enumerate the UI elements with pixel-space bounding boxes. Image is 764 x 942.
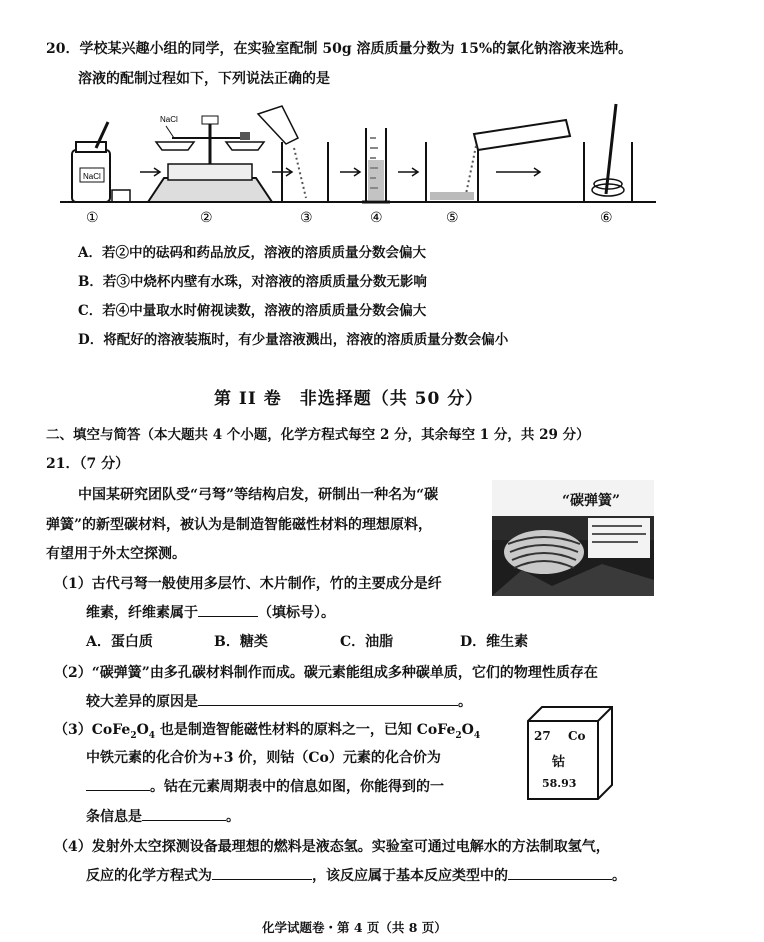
q21-sub1-line2 xyxy=(86,602,335,622)
q21-intro-line1: 中国某研究团队受“弓弩”等结构启发，研制出一种名为“碳 xyxy=(78,487,439,503)
carbon-spring-photo xyxy=(492,480,654,596)
q20-lab-figure xyxy=(60,98,660,228)
step-label-1: ① xyxy=(86,210,99,226)
q20-stem-line1: 20．学校某兴趣小组的同学，在实验室配制 50g 溶质质量分数为 15%的氯化钠溶液来选种。 xyxy=(46,41,633,57)
reagent-jar-figure xyxy=(72,122,130,202)
step-label-2: ② xyxy=(200,210,213,226)
beaker-with-paper-figure xyxy=(258,106,328,202)
q21-sub4-line2-mid: ，该反应属于基本反应类型中的 xyxy=(312,868,508,884)
formula-subscript: 4 xyxy=(473,730,481,741)
q20-option-a: A．若②中的砝码和药品放反，溶液的溶质质量分数会偏大 xyxy=(78,245,426,261)
q21-sub4-equation-blank[interactable] xyxy=(212,865,312,880)
section-title: 第 II 卷 非选择题（共 50 分） xyxy=(214,389,484,409)
q20-option-b: B．若③中烧杯内壁有水珠，对溶液的溶质质量分数无影响 xyxy=(78,274,427,290)
q21-sub1-line2-end: （填标号）。 xyxy=(258,605,335,621)
q21-sub3-line2: 中铁元素的化合价为+3 价，则钴（Co）元素的化合价为 xyxy=(86,750,441,766)
arrow-icon xyxy=(340,168,360,176)
element-number: 27 xyxy=(534,729,551,743)
q21-sub2-line1: （2）“碳弹簧”由多孔碳材料制作而成。碳元素能组成多种碳单质，它们的物理性质存在 xyxy=(54,665,598,681)
step-label-4: ④ xyxy=(370,210,383,226)
formula-part: 也是制造智能磁性材料的原料之一，已知 CoFe xyxy=(155,722,456,738)
q21-sub3-line3 xyxy=(86,776,444,796)
step-label-5: ⑤ xyxy=(446,210,459,226)
element-cell-cobalt xyxy=(524,705,614,801)
q21-sub3-line4-end: 。 xyxy=(226,809,240,825)
formula-part: O xyxy=(461,722,474,738)
q21-sub2-line2-end: 。 xyxy=(458,694,472,710)
formula-part: （3）CoFe xyxy=(54,722,131,738)
spring-illustration xyxy=(492,500,654,596)
q21-sub4-line2-end: 。 xyxy=(612,868,626,884)
q20-stem-line2: 溶液的配制过程如下，下列说法正确的是 xyxy=(78,71,330,87)
q21-number: 21．（7 分） xyxy=(46,456,130,472)
formula-part: O xyxy=(136,722,149,738)
element-name: 钴 xyxy=(552,755,566,770)
q21-sub1-option-a: A．蛋白质 xyxy=(86,634,153,650)
q21-sub2-line2-text: 较大差异的原因是 xyxy=(86,694,198,710)
stirring-beaker-figure xyxy=(584,104,632,202)
part-title: 二、填空与简答（本大题共 4 个小题，化学方程式每空 2 分，其余每空 1 分，共 29 分） xyxy=(46,427,590,443)
q21-sub4-line1: （4）发射外太空探测设备最理想的燃料是液态氢。实验室可通过电解水的方法制取氢气， xyxy=(54,839,610,855)
formula-subscript: 2 xyxy=(455,730,462,741)
q21-sub3-line1 xyxy=(54,719,480,741)
q21-intro-line3: 有望用于外太空探测。 xyxy=(46,546,186,562)
page-footer: 化学试题卷・第 4 页（共 8 页） xyxy=(262,920,447,935)
q21-sub4-line2 xyxy=(86,865,626,885)
formula-subscript: 2 xyxy=(130,730,137,741)
element-symbol: Co xyxy=(568,729,586,743)
element-mass: 58.93 xyxy=(542,777,577,790)
balance-label: NaCl xyxy=(160,115,178,124)
q21-sub1-option-d: D．维生素 xyxy=(460,634,529,650)
q21-sub1-line2-text: 维素，纤维素属于 xyxy=(86,605,198,621)
q21-sub3-line4 xyxy=(86,806,240,826)
arrow-icon xyxy=(140,168,160,176)
q21-sub1-option-c: C．油脂 xyxy=(340,634,394,650)
balance-figure xyxy=(148,115,272,202)
arrow-icon xyxy=(496,168,540,176)
q21-sub3-line3-text: 。钴在元素周期表中的信息如图，你能得到的一 xyxy=(150,779,444,795)
q21-intro-line2: 弹簧”的新型碳材料，被认为是制造智能磁性材料的理想原料， xyxy=(46,517,433,533)
step-label-3: ③ xyxy=(300,210,313,226)
pouring-beaker-figure xyxy=(426,120,570,202)
q21-sub4-line2-text: 反应的化学方程式为 xyxy=(86,868,212,884)
q21-sub3-line4-text: 条信息是 xyxy=(86,809,142,825)
formula-subscript: 4 xyxy=(148,730,156,741)
q21-sub2-line2 xyxy=(86,691,472,711)
q21-sub3-valence-blank[interactable] xyxy=(86,776,150,791)
q21-sub3-info-blank[interactable] xyxy=(142,806,226,821)
step-label-6: ⑥ xyxy=(600,210,613,226)
jar-label: NaCl xyxy=(83,172,101,181)
q20-option-d: D．将配好的溶液装瓶时，有少量溶液溅出，溶液的溶质质量分数会偏小 xyxy=(78,332,509,348)
q21-sub2-answer-blank[interactable] xyxy=(198,691,458,706)
photo-title: “碳弹簧” xyxy=(562,493,621,509)
q20-option-c: C．若④中量取水时俯视读数，溶液的溶质质量分数会偏大 xyxy=(78,303,427,319)
graduated-cylinder-figure xyxy=(362,128,390,202)
q21-sub4-reaction-type-blank[interactable] xyxy=(508,865,612,880)
arrow-icon xyxy=(398,168,418,176)
q21-sub1-answer-blank[interactable] xyxy=(198,602,258,617)
q21-sub1-option-b: B．糖类 xyxy=(214,634,268,650)
q21-sub1-line1: （1）古代弓弩一般使用多层竹、木片制作，竹的主要成分是纤 xyxy=(54,576,442,592)
